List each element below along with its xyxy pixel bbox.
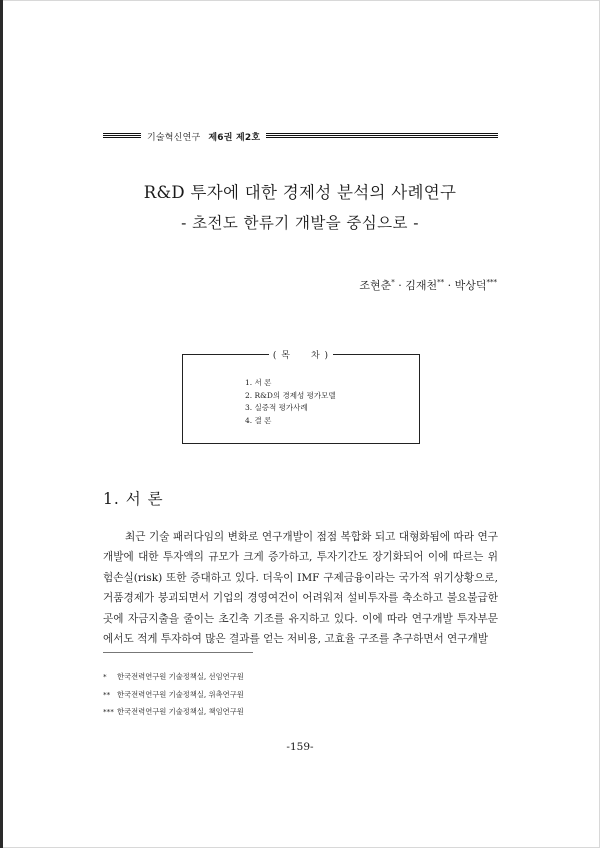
footnote	[103, 668, 244, 686]
author-name: 김재천	[405, 279, 438, 292]
body-paragraph: 최근 기술 패러다임의 변화로 연구개발이 점점 복합화 되고 대형화됨에 따라 연구개발에 대한 투자액의 규모가 크게 증가하고, 투자기간도 장기화되어 이에 따르는 위험손실(risk) 또한 증대하고 있다. 더욱이 IMF 구제금융이라는 국가적 위기상황으로, 거품경제가 붕괴되면서 기업의 경영여건이 어려워져 설비투자를 축소하고 불요불급한 곳에 자금지출을 줄이는 초긴축 기조를 유지하고 있다. 이에 따라 연구개발 투자부문에서도 적게 투자하여 많은 결과를 얻는 저비용, 고효율 구조를 추구하면서 연구개발	[103, 531, 498, 646]
footnote-text: 한국전력연구원 기술정책실, 책임연구원	[117, 707, 244, 717]
author-mark: *	[391, 278, 395, 287]
toc-item: 3. 실증적 평가사례	[245, 403, 308, 412]
running-header	[103, 131, 498, 141]
toc-item: 4. 결 론	[245, 415, 272, 425]
author-separator: ·	[444, 279, 455, 292]
toc-item: 1. 서 론	[245, 378, 272, 387]
footnote-rule	[103, 652, 253, 653]
footnote-mark: **	[103, 689, 111, 699]
toc-heading-text: ( 목 차 )	[269, 351, 333, 361]
journal-volume: 제6권 제2호	[208, 132, 261, 143]
footnote	[103, 703, 244, 721]
journal-name: 기술혁신연구	[147, 132, 201, 143]
toc-item: 2. R&D의 경제성 평가모델	[245, 390, 336, 400]
header-rule-right	[266, 133, 498, 139]
footnote	[103, 686, 244, 704]
toc-list	[245, 377, 336, 427]
table-of-contents	[182, 351, 420, 444]
author-name: 박상덕	[454, 279, 487, 292]
footnote-text: 한국전력연구원 기술정책실, 위촉연구원	[117, 689, 244, 699]
header-rule-left	[103, 133, 141, 139]
author-separator: ·	[394, 279, 406, 292]
footnote-mark: *	[103, 672, 107, 681]
footnote-text: 한국전력연구원 기술정책실, 선임연구원	[117, 672, 244, 681]
footnote-mark: ***	[103, 707, 114, 717]
toc-heading	[183, 348, 419, 361]
running-header-text	[141, 130, 266, 143]
paper-title: R&D 투자에 대한 경제성 분석의 사례연구	[143, 183, 457, 202]
paper-subtitle: - 초전도 한류기 개발을 중심으로 -	[181, 214, 419, 232]
body-text	[103, 527, 498, 649]
author-list	[359, 277, 497, 293]
page-number: -159-	[286, 741, 314, 753]
author-name: 조현춘	[359, 279, 392, 292]
author-mark: ***	[486, 278, 497, 287]
footnote-list	[103, 668, 244, 721]
section-heading: 1. 서 론	[103, 490, 164, 508]
author-mark: **	[437, 278, 445, 287]
scan-edge	[0, 0, 3, 848]
